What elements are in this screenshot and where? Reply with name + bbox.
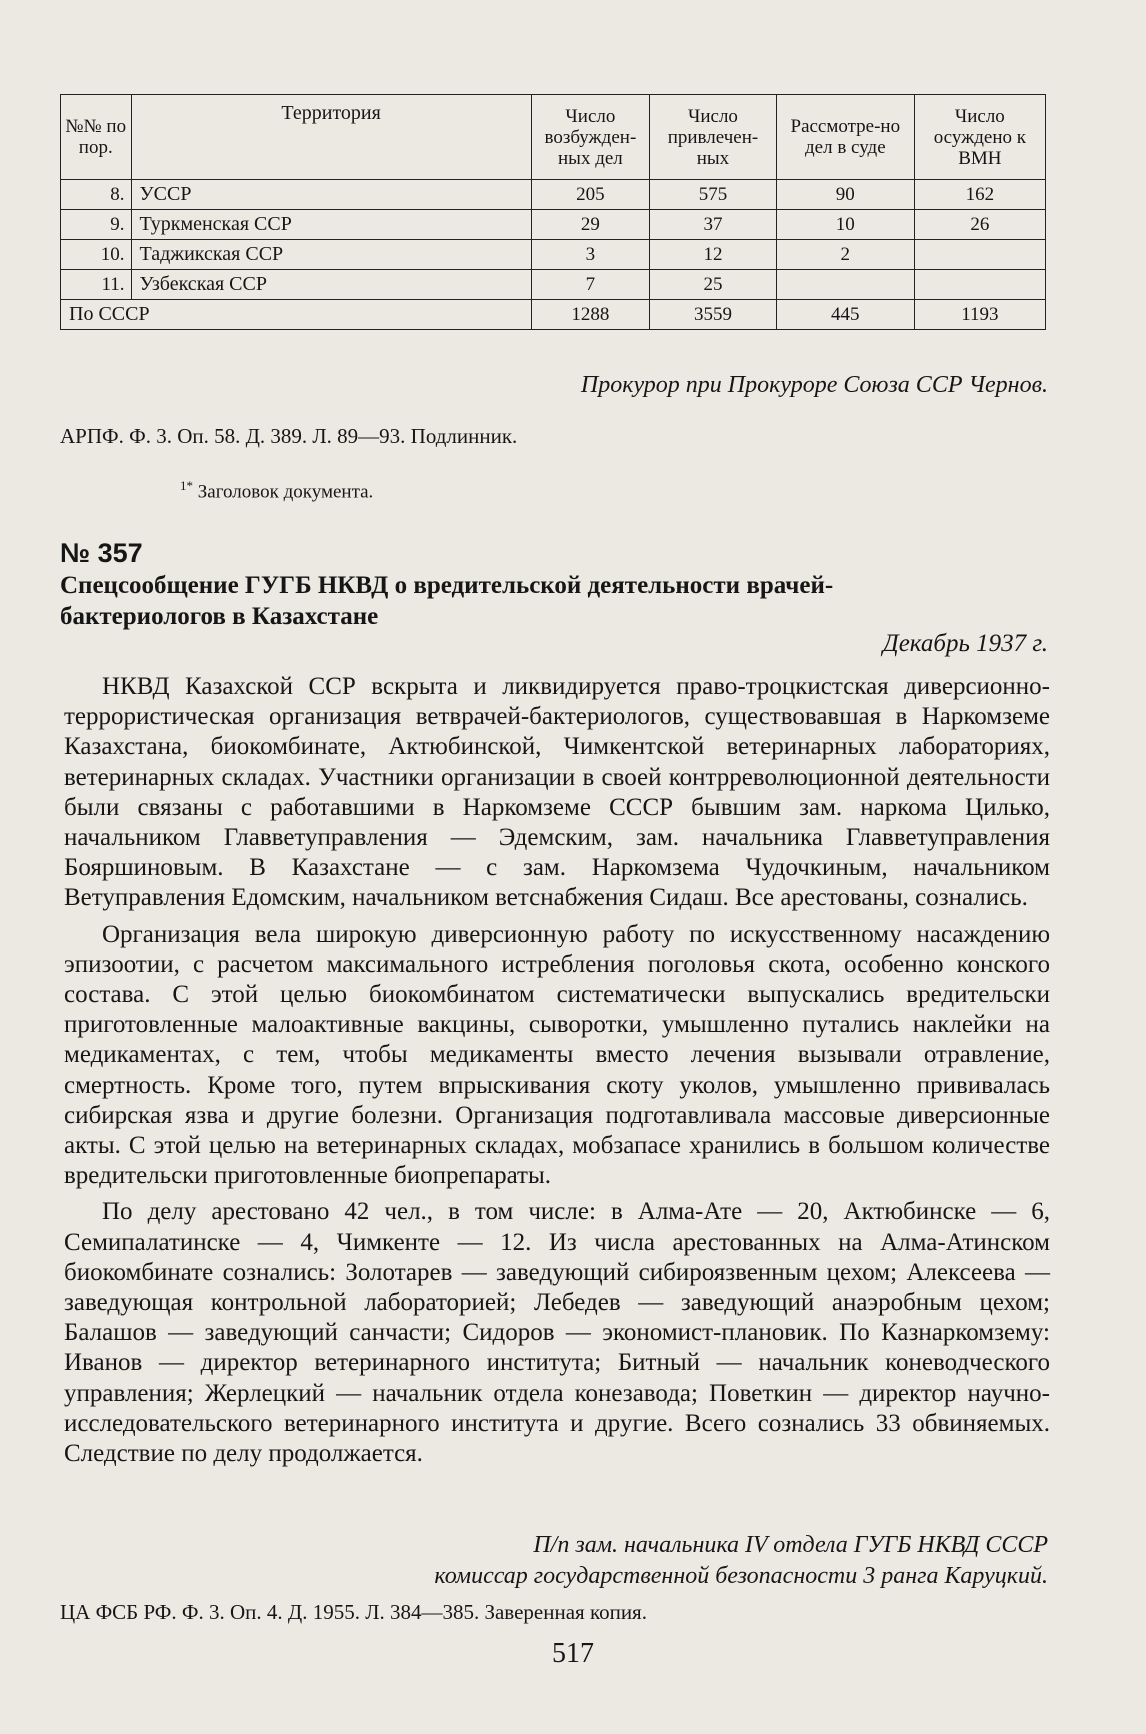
row-cases: 29	[531, 210, 649, 240]
row-territory: Таджикская ССР	[131, 240, 531, 270]
row-territory: УССР	[131, 180, 531, 210]
table-row	[61, 210, 1046, 240]
paragraph: НКВД Казахской ССР вскрыта и ликвидируется право-троцкистская диверсионно-террористическая организация ветврачей-бактериологов, существовавшая в Наркомземе Казахстана, биокомбинате, Актюбинской, Чимкентской ветеринарных лабораториях, ветеринарных складах. Участники организации в своей контрреволюционной деятельности были связаны с работавшими в Наркомземе СССР бывшим зам. наркома Цилько, начальником Главветуправления — Эдемским, зам. начальника Главветуправления Бояршиновым. В Казахстане — с зам. Наркомзема Чудочкиным, начальником Ветуправления Едомским, начальником ветснабжения Сидаш. Все арестованы, сознались.	[64, 673, 1050, 912]
previous-source: АРПФ. Ф. 3. Оп. 58. Д. 389. Л. 89—93. Подлинник.	[60, 424, 518, 448]
table-header-row	[61, 95, 1046, 180]
total-court: 445	[776, 300, 914, 330]
table-row	[61, 180, 1046, 210]
document-signature	[148, 1530, 1048, 1592]
page-number: 517	[552, 1638, 594, 1669]
row-involved: 12	[650, 240, 777, 270]
row-court: 10	[776, 210, 914, 240]
row-involved: 37	[650, 210, 777, 240]
document-date: Декабрь 1937 г.	[882, 630, 1048, 657]
document-number: № 357	[60, 538, 143, 568]
row-court: 90	[776, 180, 914, 210]
row-number: 11.	[61, 270, 132, 300]
footnote-text: Заголовок документа.	[197, 481, 374, 503]
col-header-number: №№ по пор.	[61, 95, 132, 180]
col-header-court: Рассмотре-но дел в суде	[776, 95, 914, 180]
signature-line-1: П/п зам. начальника IV отдела ГУГБ НКВД СССР	[533, 1532, 1048, 1558]
paragraph: Организация вела широкую диверсионную работу по искусственному насаждению эпизоотии, с расчетом максимального истребления поголовья скота, особенно конского состава. С этой целью биокомбинатом систематически выпускались вредительски приготовленные малоактивные вакцины, сыворотки, умышленно путались наклейки на медикаментах, с тем, чтобы медикаменты вместо лечения вызывали отравление, смертность. Кроме того, путем впрыскивания скоту уколов, умышленно прививалась сибирская язва и другие болезни. Организация подготавливала массовые диверсионные акты. С этой целью на ветеринарных складах, мобзапасе хранились в большом количестве вредительски приготовленные биопрепараты.	[64, 920, 1050, 1190]
total-label: По СССР	[61, 300, 532, 330]
row-cases: 7	[531, 270, 649, 300]
row-vmn: 162	[914, 180, 1045, 210]
footnote	[180, 478, 373, 503]
row-court	[776, 270, 914, 300]
row-number: 8.	[61, 180, 132, 210]
footnote-mark: 1*	[180, 478, 193, 493]
previous-signature: Прокурор при Прокуроре Союза ССР Чернов.	[580, 372, 1048, 398]
col-header-territory: Территория	[131, 95, 531, 180]
row-territory: Туркменская ССР	[131, 210, 531, 240]
total-vmn: 1193	[914, 300, 1045, 330]
row-cases: 205	[531, 180, 649, 210]
row-involved: 575	[650, 180, 777, 210]
document-source: ЦА ФСБ РФ. Ф. 3. Оп. 4. Д. 1955. Л. 384—385. Заверенная копия.	[60, 1600, 647, 1624]
statistics-table	[60, 94, 1046, 330]
total-cases: 1288	[531, 300, 649, 330]
table-total-row	[61, 300, 1046, 330]
row-number: 9.	[61, 210, 132, 240]
col-header-involved: Число привлечен-ных	[650, 95, 777, 180]
col-header-cases: Число возбужден-ных дел	[531, 95, 649, 180]
paragraph: По делу арестовано 42 чел., в том числе: в Алма-Ате — 20, Актюбинске — 6, Семипалатинске — 4, Чимкенте — 12. Из числа арестованных на Алма-Атинском биокомбинате сознались: Золотарев — заведующий сибироязвенным цехом; Алексеева — заведующая контрольной лабораторией; Лебедев — заведующий анаэробным цехом; Балашов — заведующий санчасти; Сидоров — экономист-плановик. По Казнаркомзему: Иванов — директор ветеринарного института; Битный — начальник коневодческого управления; Жерлецкий — начальник отдела конезавода; Поветкин — директор научно-исследовательского ветеринарного института и другие. Всего сознались 33 обвиняемых. Следствие по делу продолжается.	[64, 1198, 1050, 1468]
table-row	[61, 270, 1046, 300]
row-territory: Узбекская ССР	[131, 270, 531, 300]
table-row	[61, 240, 1046, 270]
document-body	[64, 672, 1050, 1475]
document-title: Спецсообщение ГУГБ НКВД о вредительской деятельности врачей-бактериологов в Казахстане	[60, 572, 834, 630]
total-involved: 3559	[650, 300, 777, 330]
col-header-vmn: Число осуждено к ВМН	[914, 95, 1045, 180]
signature-line-2: комиссар государственной безопасности 3 ранга Каруцкий.	[434, 1563, 1048, 1589]
row-vmn: 26	[914, 210, 1045, 240]
row-court: 2	[776, 240, 914, 270]
row-number: 10.	[61, 240, 132, 270]
row-vmn	[914, 240, 1045, 270]
row-involved: 25	[650, 270, 777, 300]
row-vmn	[914, 270, 1045, 300]
row-cases: 3	[531, 240, 649, 270]
